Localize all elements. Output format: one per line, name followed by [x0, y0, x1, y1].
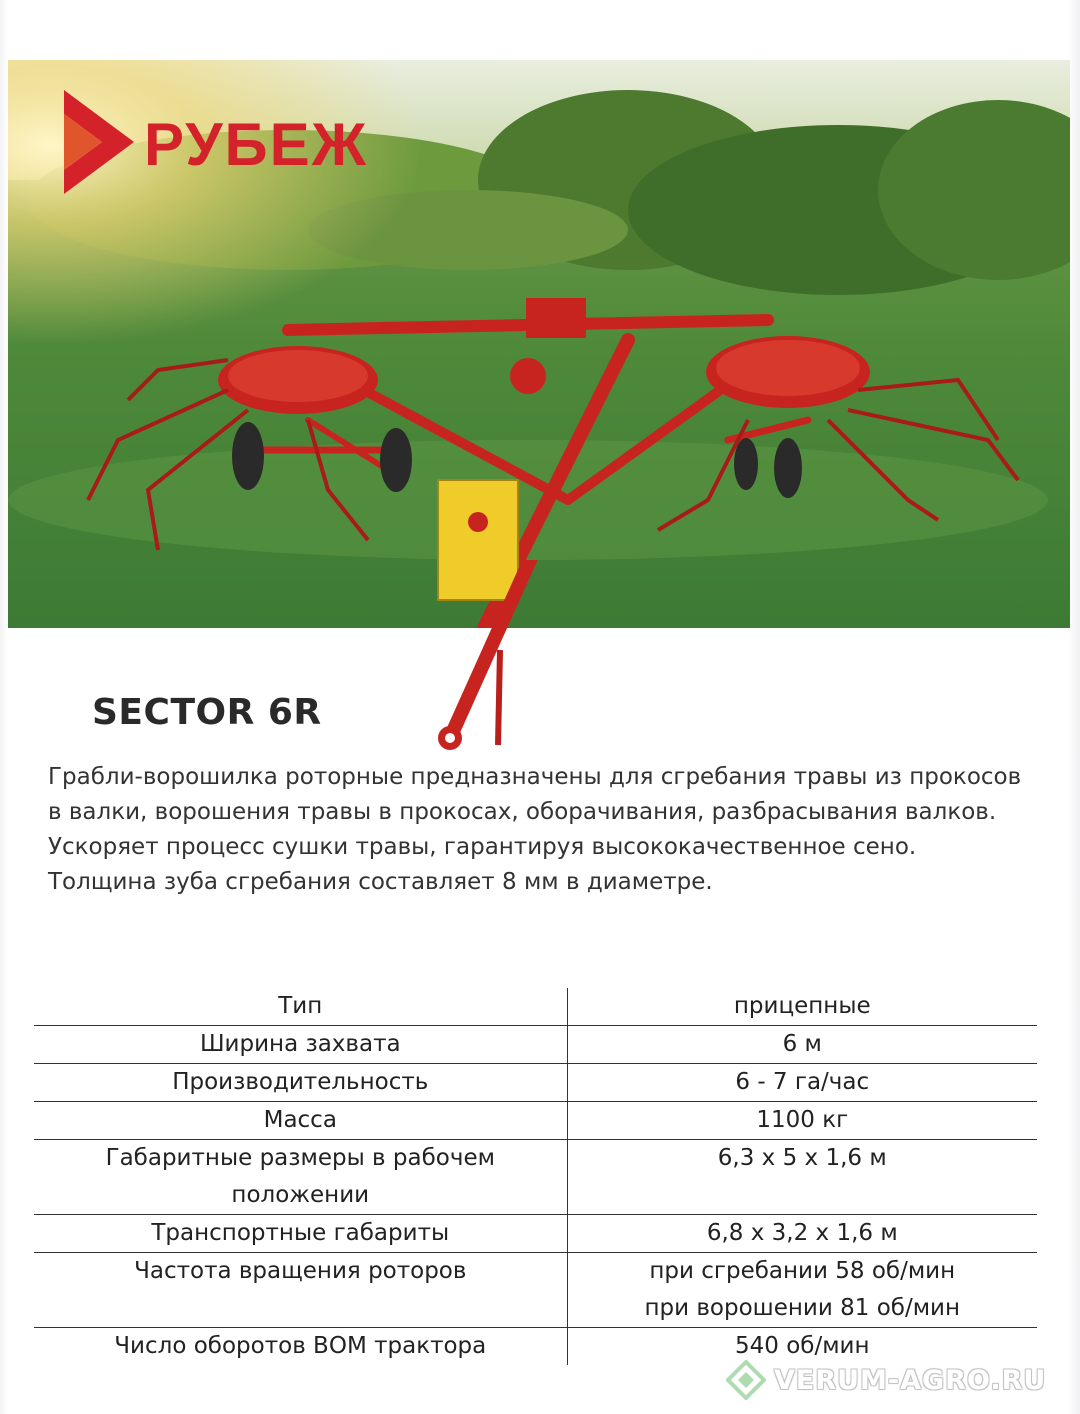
drawbar-hitch [420, 560, 560, 760]
spec-row [34, 1215, 1037, 1253]
spec-key: Производительность [34, 1064, 567, 1102]
spec-value: 1100 кг [567, 1102, 1037, 1140]
spec-key: Ширина захвата [34, 1026, 567, 1064]
spec-key-line: Габаритные размеры в рабочем [105, 1145, 495, 1171]
spec-key: Число оборотов ВОМ трактора [34, 1328, 567, 1366]
description-line: Ускоряет процесс сушки травы, гарантируя высококачественное сено. [48, 834, 917, 860]
spec-row [34, 1026, 1037, 1064]
spec-value-line: при сгребании 58 об/мин [649, 1258, 956, 1284]
spec-value: 6,8 х 3,2 х 1,6 м [567, 1215, 1037, 1253]
spec-table [34, 988, 1037, 1365]
spec-key: Транспортные габариты [34, 1215, 567, 1253]
spec-key-line: положении [231, 1182, 370, 1208]
product-title: SECTOR 6R [92, 692, 322, 733]
spec-key [34, 1140, 567, 1215]
watermark [726, 1360, 1046, 1400]
spec-key: Масса [34, 1102, 567, 1140]
spec-value: 6 - 7 га/час [567, 1064, 1037, 1102]
spec-value: 6,3 х 5 х 1,6 м [567, 1140, 1037, 1215]
spec-row [34, 1064, 1037, 1102]
product-description [48, 760, 1058, 900]
diamond-leaf-icon [726, 1360, 766, 1400]
spec-value: прицепные [567, 988, 1037, 1026]
description-line: Грабли-ворошилка роторные предназначены для сгребания травы из прокосов [48, 764, 1022, 790]
spec-row [34, 1140, 1037, 1215]
description-line: в валки, ворошения травы в прокосах, оборачивания, разбрасывания валков. [48, 799, 997, 825]
spec-row [34, 1253, 1037, 1328]
spec-key: Тип [34, 988, 567, 1026]
description-line: Толщина зуба сгребания составляет 8 мм в диаметре. [48, 869, 713, 895]
spec-key: Частота вращения роторов [34, 1253, 567, 1328]
watermark-text: VERUM-AGRO.RU [774, 1364, 1047, 1396]
brand-name: РУБЕЖ [144, 111, 368, 178]
spec-value: 540 об/мин [734, 1333, 870, 1359]
spec-value [567, 1253, 1037, 1328]
spec-row [34, 988, 1037, 1026]
spec-value: 6 м [567, 1026, 1037, 1064]
spec-value-line: при ворошении 81 об/мин [644, 1295, 961, 1321]
spec-row [34, 1102, 1037, 1140]
brand-chevron-icon [64, 90, 134, 194]
brand-logo [64, 90, 368, 194]
